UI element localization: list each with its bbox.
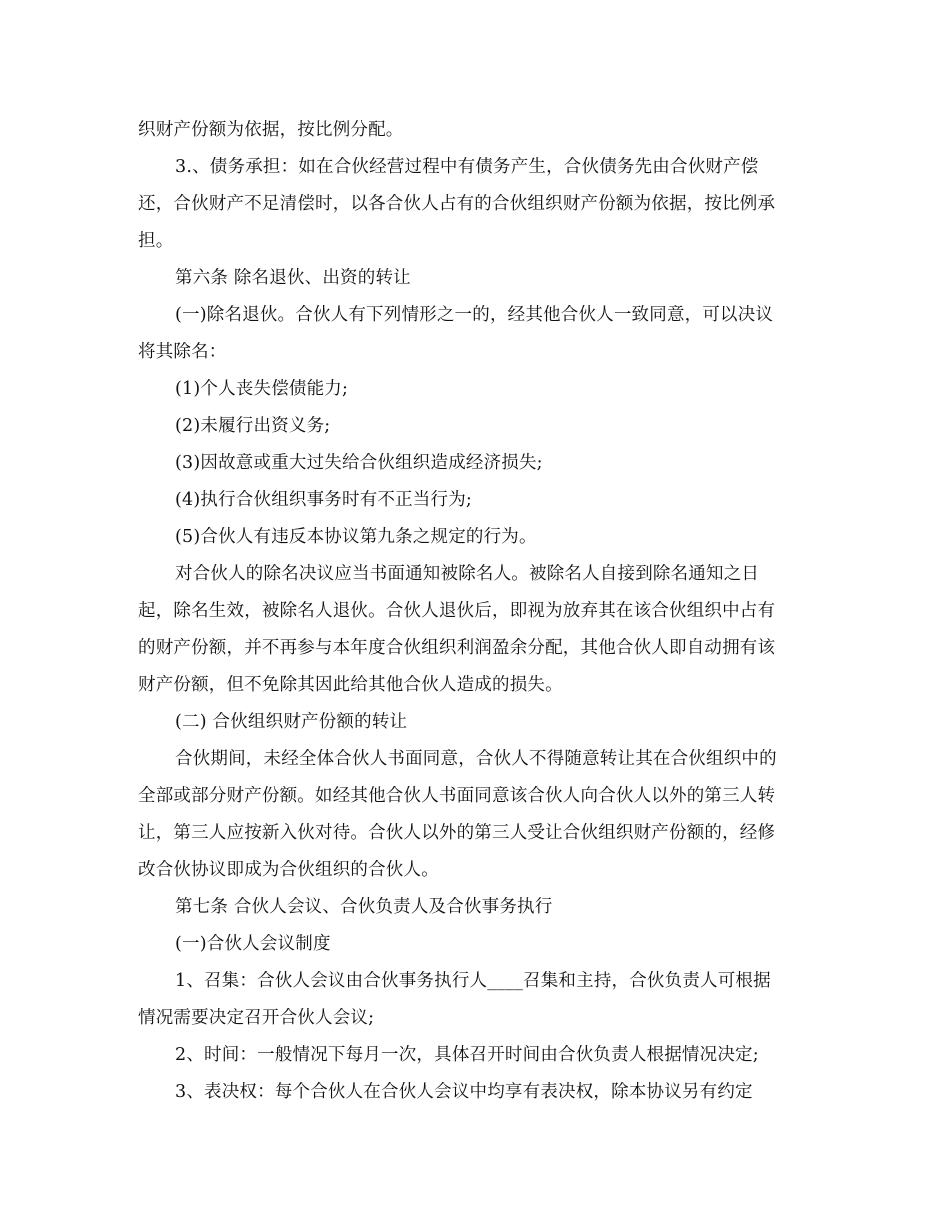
text-line: 将其除名： <box>138 342 227 362</box>
text-line: 改合伙协议即成为合伙组织的合伙人。 <box>138 860 439 880</box>
text-line: 合伙期间，未经全体合伙人书面同意，合伙人不得随意转让其在合伙组织中的 <box>175 749 777 769</box>
text-line: 3.、债务承担：如在合伙经营过程中有债务产生，合伙债务先由合伙财产偿 <box>175 157 759 177</box>
text-line: 起，除名生效，被除名人退伙。合伙人退伙后，即视为放弃其在该合伙组织中占有 <box>138 601 776 621</box>
text-line: 3、表决权：每个合伙人在合伙人会议中均享有表决权，除本协议另有约定 <box>175 1082 753 1102</box>
text-line: (一)除名退伙。合伙人有下列情形之一的，经其他合伙人一致同意，可以决议 <box>175 305 774 325</box>
subsection-heading: (一)合伙人会议制度 <box>175 934 331 954</box>
text-line: 情况需要决定召开合伙人会议; <box>138 1008 375 1028</box>
list-item: (1)个人丧失偿债能力; <box>175 379 349 399</box>
text-line: 担。 <box>138 231 174 251</box>
section-heading: 第六条 除名退伙、出资的转让 <box>175 268 411 288</box>
list-item: (2)未履行出资义务; <box>175 416 331 436</box>
list-item: (5)合伙人有违反本协议第九条之规定的行为。 <box>175 527 537 547</box>
text-line: 的财产份额，并不再参与本年度合伙组织利润盈余分配，其他合伙人即自动拥有该 <box>138 638 776 658</box>
list-item: (4)执行合伙组织事务时有不正当行为; <box>175 490 472 510</box>
list-item: (3)因故意或重大过失给合伙组织造成经济损失; <box>175 453 543 473</box>
text-line: 对合伙人的除名决议应当书面通知被除名人。被除名人自接到除名通知之日 <box>175 564 760 584</box>
text-line: 全部或部分财产份额。如经其他合伙人书面同意该合伙人向合伙人以外的第三人转 <box>138 786 776 806</box>
section-heading: 第七条 合伙人会议、合伙负责人及合伙事务执行 <box>175 897 553 917</box>
text-line: 财产份额，但不免除其因此给其他合伙人造成的损失。 <box>138 675 563 695</box>
text-line: 还，合伙财产不足清偿时，以各合伙人占有的合伙组织财产份额为依据，按比例承 <box>138 194 776 214</box>
text-line: 2、时间：一般情况下每月一次，具体召开时间由合伙负责人根据情况决定; <box>175 1045 759 1065</box>
text-line: 织财产份额为依据，按比例分配。 <box>138 120 404 140</box>
subsection-heading: (二) 合伙组织财产份额的转让 <box>175 712 408 732</box>
text-line: 让，第三人应按新入伙对待。合伙人以外的第三人受让合伙组织财产份额的，经修 <box>138 823 776 843</box>
text-line: 1、召集：合伙人会议由合伙事务执行人____召集和主持，合伙负责人可根据 <box>175 971 771 991</box>
